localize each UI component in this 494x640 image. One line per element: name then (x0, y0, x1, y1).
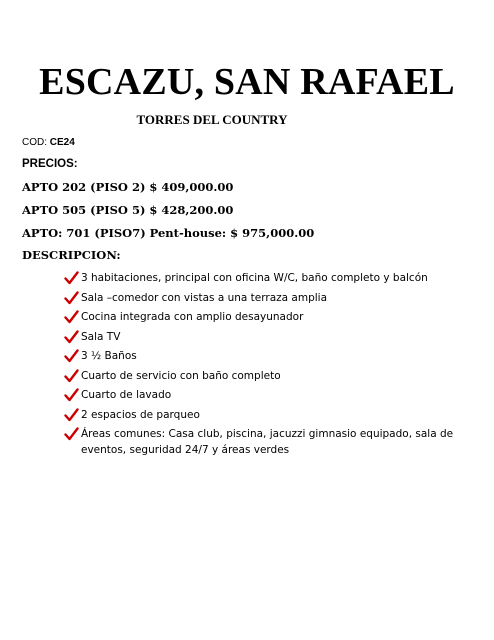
feature-text: Cocina integrada con amplio desayunador (81, 311, 304, 323)
checkmark-icon (64, 408, 79, 422)
feature-text: Cuarto de lavado (81, 389, 172, 401)
feature-text: Cuarto de servicio con baño completo (81, 369, 281, 382)
list-item (64, 368, 464, 384)
price-line: APTO: 701 (PISO7) Pent-house: $ 975,000.00 (22, 226, 315, 240)
feature-text: 2 espacios de parqueo (81, 408, 200, 421)
price-line: APTO 202 (PISO 2) $ 409,000.00 (22, 180, 234, 194)
feature-text: 3 habitaciones, principal con oficina W/C, baño completo y balcón (81, 272, 428, 284)
property-code (22, 136, 75, 149)
description-heading: DESCRIPCION: (22, 248, 121, 262)
checkmark-icon (64, 349, 79, 363)
feature-text: Sala –comedor con vistas a una terraza amplia (81, 291, 328, 304)
checkmark-icon (64, 310, 79, 324)
page-subtitle: TORRES DEL COUNTRY (136, 112, 288, 127)
list-item (64, 426, 464, 458)
feature-text: 3 ½ Baños (81, 350, 137, 362)
list-item (64, 290, 464, 306)
checkmark-icon (64, 291, 79, 305)
list-item (64, 407, 464, 423)
feature-text: Áreas comunes: Casa club, piscina, jacuzzi gimnasio equipado, sala de eventos, seguridad 24/7 y áreas verdes (81, 428, 454, 456)
property-code-value: CE24 (49, 137, 75, 148)
features-list (64, 270, 464, 462)
list-item (64, 329, 464, 345)
feature-text: Sala TV (81, 330, 121, 343)
list-item (64, 309, 464, 325)
page-title: ESCAZU, SAN RAFAEL (39, 61, 455, 103)
checkmark-icon (64, 427, 79, 441)
list-item (64, 270, 464, 286)
property-code-label: COD: (22, 137, 47, 148)
checkmark-icon (64, 388, 79, 402)
prices-heading: PRECIOS: (22, 158, 78, 170)
list-item (64, 348, 464, 364)
checkmark-icon (64, 330, 79, 344)
list-item (64, 387, 464, 403)
price-line: APTO 505 (PISO 5) $ 428,200.00 (22, 203, 234, 217)
checkmark-icon (64, 369, 79, 383)
checkmark-icon (64, 271, 79, 285)
